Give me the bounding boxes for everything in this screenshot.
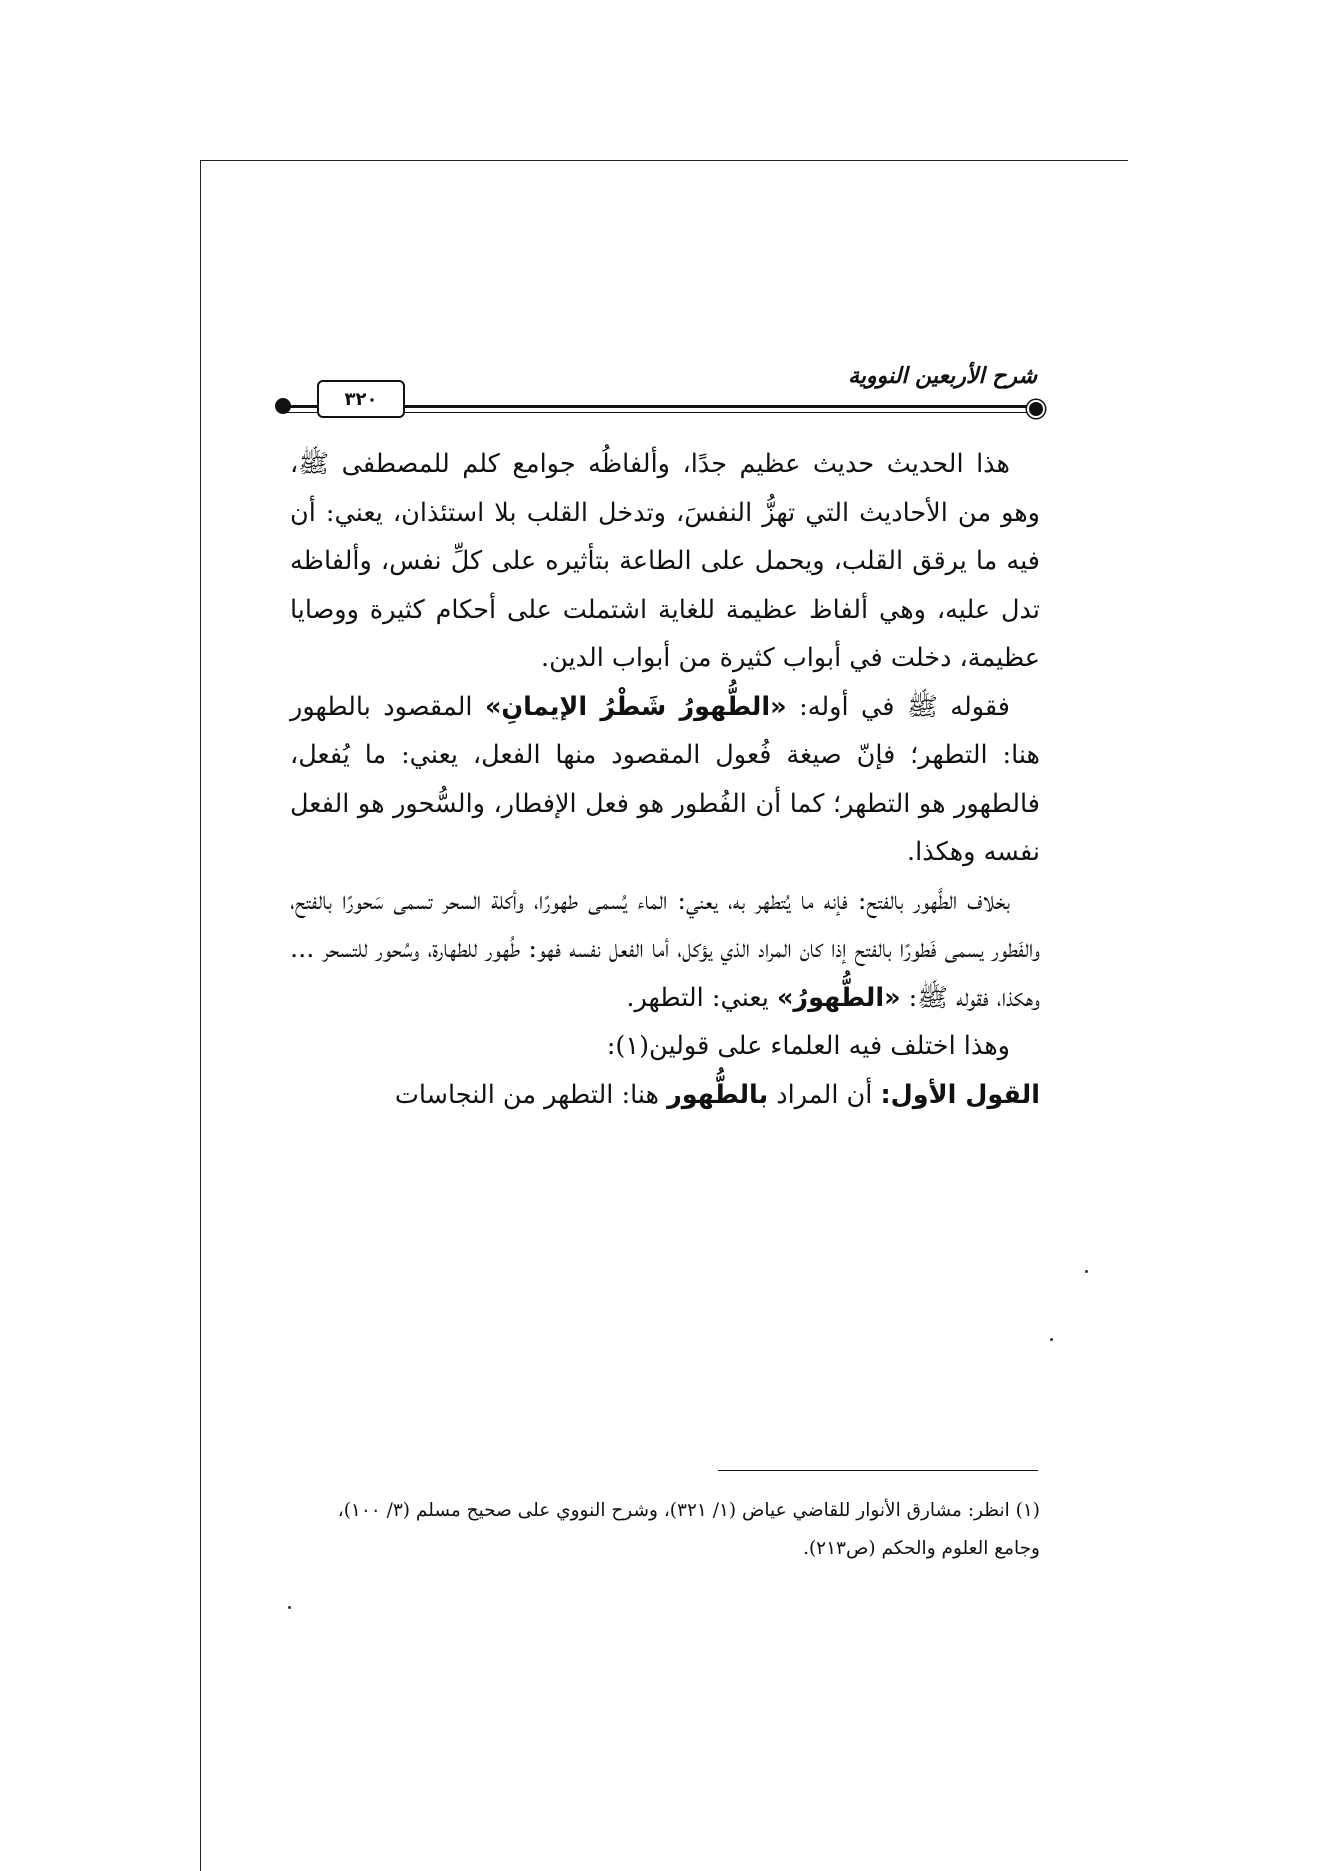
footnote-line: وجامع العلوم والحكم (ص٢١٣). bbox=[803, 1538, 1040, 1559]
footnote-separator bbox=[718, 1470, 1038, 1471]
page-header bbox=[275, 362, 1045, 422]
rule-ornament-right bbox=[1027, 400, 1045, 418]
main-text bbox=[290, 440, 1040, 1119]
scan-speck bbox=[1050, 1338, 1053, 1341]
paragraph bbox=[290, 683, 1040, 877]
hadith-quote: «الطُّهورُ شَطْرُ الإيمانِ» bbox=[484, 691, 787, 722]
text-span: يعني: التطهر. bbox=[626, 982, 777, 1013]
scan-speck bbox=[288, 1606, 291, 1609]
paragraph bbox=[290, 1071, 1040, 1120]
footnote-line: (١) انظر: مشارق الأنوار للقاضي عياض (١/ ٣٢١)، وشرح النووي على صحيح مسلم (٣/ ١٠٠)، bbox=[337, 1500, 1040, 1521]
section-label: القول الأول: bbox=[880, 1079, 1040, 1110]
footnote bbox=[290, 1492, 1040, 1568]
scan-border-top bbox=[200, 160, 1128, 161]
text-span: بخلاف الطَّهور بالفتح: فإنه ما يُتطهر به، يعني: الماء يُسمى طهورًا، وأكلة السحر تسمى سَحورًا بالفتح، والفَطور يسمى فَطورًا بالفتح إذا كان المراد الذي يؤكل، أما الفعل نفسه فهو: طُهور للطهارة، وسُحور للتسحر ... وهكذا، فقوله ﷺ: bbox=[290, 885, 1040, 1013]
bold-term: بالطُّهور bbox=[667, 1079, 769, 1110]
text-span: فقوله ﷺ في أوله: bbox=[786, 691, 1010, 722]
page-number: ٣٢٠ bbox=[317, 380, 405, 418]
scan-speck bbox=[1085, 1270, 1088, 1273]
paragraph: هذا الحديث حديث عظيم جدًا، وألفاظُه جوامع كلم للمصطفى ﷺ، وهو من الأحاديث التي تهزُّ النفسَ، وتدخل القلب بلا استئذان، يعني: أن فيه ما يرقق القلب، ويحمل على الطاعة بتأثيره على كلِّ نفس، وألفاظه تدل عليه، وهي ألفاظ عظيمة للغاية اشتملت على أحكام كثيرة ووصايا عظيمة، دخلت في أبواب كثيرة من أبواب الدين. bbox=[290, 449, 1040, 673]
text-span: المقصود بالطهور هنا: التطهر؛ فإنّ صيغة فُعول المقصود منها الفعل، يعني: ما يُفعل، فالطهور هو التطهر؛ كما أن الفُطور هو فعل الإفطار، والسُّحور هو الفعل نفسه وهكذا. bbox=[290, 691, 1040, 867]
paragraph: وهذا اختلف فيه العلماء على قولين(١): bbox=[606, 1031, 1010, 1061]
paragraph bbox=[290, 877, 1040, 1023]
rule-ornament-left bbox=[275, 398, 291, 414]
text-span: أن المراد bbox=[768, 1079, 881, 1110]
hadith-quote: «الطُّهورُ» bbox=[776, 982, 901, 1013]
text-span: هنا: التطهر من النجاسات bbox=[394, 1079, 668, 1110]
scan-border-left bbox=[200, 160, 201, 1871]
book-title: شرح الأربعين النووية bbox=[848, 364, 1037, 389]
